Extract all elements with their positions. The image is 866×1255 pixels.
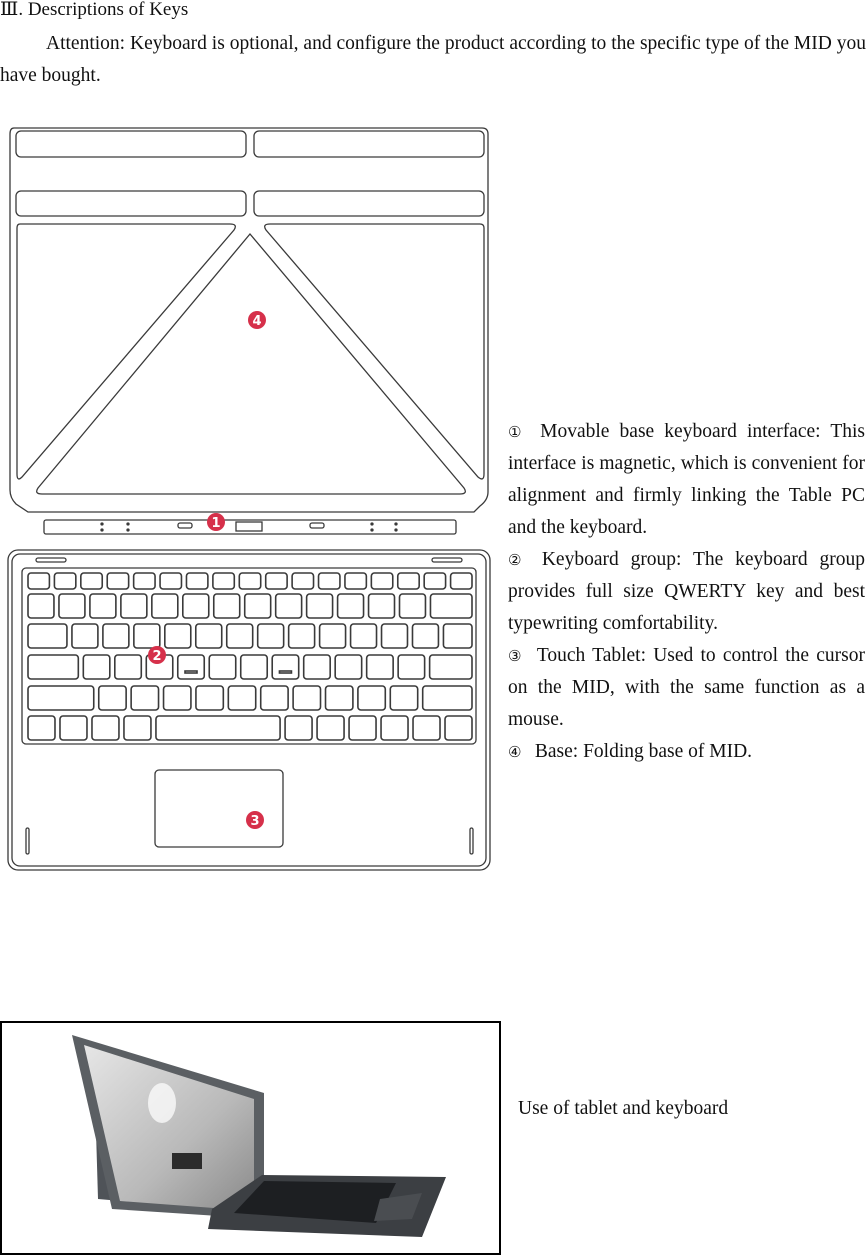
keyboard-key (443, 624, 472, 648)
keyboard-key (292, 573, 313, 589)
keyboard-key (413, 716, 440, 740)
keyboard-key (423, 686, 472, 710)
keyboard-key (99, 686, 126, 710)
keyboard-key (289, 624, 315, 648)
keyboard-key (424, 573, 445, 589)
base-panel (16, 191, 246, 216)
keyboard-key (307, 594, 333, 618)
keyboard-key (382, 624, 408, 648)
keyboard-key (160, 573, 181, 589)
keyboard-key (369, 594, 395, 618)
keyboard-key (28, 686, 94, 710)
keyboard-key (451, 573, 472, 589)
keyboard-key (165, 624, 191, 648)
attention-note: Attention: Keyboard is optional, and configure the product according to the specific type of the MID you have bought. (0, 33, 866, 86)
keyboard-key (266, 573, 287, 589)
tablet-keyboard-photo (2, 1023, 499, 1253)
keyboard-key (345, 573, 366, 589)
keyboard-key (276, 594, 302, 618)
keyboard-key (152, 594, 178, 618)
keyboard-key (54, 573, 75, 589)
keyboard-key (131, 686, 158, 710)
key-locator-bump (185, 671, 197, 673)
keyboard-key (28, 594, 54, 618)
base-panel (254, 131, 484, 157)
keyboard-key (227, 624, 253, 648)
description-item (508, 736, 865, 768)
keyboard-key (285, 716, 312, 740)
keyboard-key (178, 655, 204, 679)
keyboard-key (398, 655, 424, 679)
keyboard-key (445, 716, 472, 740)
base-panel (254, 191, 484, 216)
keyboard-key (239, 573, 260, 589)
photo-caption: Use of tablet and keyboard (518, 1098, 729, 1119)
keyboard-key (196, 686, 223, 710)
screen-widget (172, 1153, 202, 1169)
keyboard-key (371, 573, 392, 589)
keyboard-key (83, 655, 109, 679)
description-mark: ② (508, 551, 522, 569)
keyboard-key (367, 655, 393, 679)
keyboard-key (28, 573, 49, 589)
keyboard-key (59, 594, 85, 618)
keyboard-key (245, 594, 271, 618)
keyboard-key (326, 686, 353, 710)
description-item (508, 544, 865, 640)
keyboard-key (214, 594, 240, 618)
keyboard-key (209, 655, 235, 679)
keyboard-key (213, 573, 234, 589)
keyboard-key (304, 655, 330, 679)
keyboard-key (28, 655, 78, 679)
keyboard-key (335, 655, 361, 679)
keyboard-key (390, 686, 417, 710)
keyboard-key (28, 716, 55, 740)
keyboard-key (351, 624, 377, 648)
keyboard-key (107, 573, 128, 589)
keyboard-key (293, 686, 320, 710)
keyboard-key (196, 624, 222, 648)
description-item (508, 416, 865, 544)
keyboard-key (349, 716, 376, 740)
keyboard-key (103, 624, 129, 648)
description-mark: ④ (508, 743, 522, 761)
keyboard-key (381, 716, 408, 740)
keyboard-key (72, 624, 98, 648)
keyboard-key (430, 594, 472, 618)
keyboard-key (90, 594, 116, 618)
keyboard-key (60, 716, 87, 740)
touch-pad (155, 770, 283, 847)
keyboard-key (358, 686, 385, 710)
description-text: Base: Folding base of MID. (534, 741, 753, 762)
keyboard-key (156, 716, 280, 740)
keyboard-key (183, 594, 209, 618)
keyboard-key (124, 716, 151, 740)
keyboard-key (398, 573, 419, 589)
keyboard-key (164, 686, 191, 710)
keyboard-key (81, 573, 102, 589)
key-locator-bump (279, 671, 291, 673)
base-fold-left (17, 224, 235, 479)
base-fold-right (265, 224, 484, 479)
keyboard-key (317, 716, 344, 740)
keyboard-key (261, 686, 288, 710)
keyboard-key (134, 624, 160, 648)
description-item (508, 640, 865, 736)
callout-label-2: 2 (152, 649, 162, 664)
keyboard-key (338, 594, 364, 618)
section-heading: Ⅲ. Descriptions of Keys (0, 0, 189, 20)
keyboard-key (28, 624, 67, 648)
description-text: Movable base keyboard interface: This interface is magnetic, which is convenient for alignment and firmly linking the Table PC and the keyboard. (508, 421, 865, 538)
keyboard-key (258, 624, 284, 648)
product-photo-frame (0, 1021, 501, 1255)
description-mark: ③ (508, 647, 522, 665)
keyboard-key (241, 655, 267, 679)
keyboard-diagram (6, 122, 492, 874)
callout-label-3: 3 (250, 814, 260, 829)
keyboard-key (400, 594, 426, 618)
keyboard-key (92, 716, 119, 740)
description-text: Touch Tablet: Used to control the cursor on the MID, with the same function as a mouse. (508, 645, 865, 730)
keyboard-key (121, 594, 147, 618)
keyboard-key (412, 624, 438, 648)
keyboard-key (134, 573, 155, 589)
keyboard-key (115, 655, 141, 679)
keyboard-key (228, 686, 255, 710)
callout-label-1: 1 (211, 516, 221, 531)
keyboard-key (186, 573, 207, 589)
description-text: Keyboard group: The keyboard group provides full size QWERTY key and best typewriting comfortability. (508, 549, 866, 634)
keyboard-key (320, 624, 346, 648)
base-panel (16, 131, 246, 157)
callout-label-4: 4 (252, 314, 262, 329)
keyboard-key (272, 655, 298, 679)
keyboard-key (430, 655, 472, 679)
description-mark: ① (508, 423, 522, 441)
key-descriptions (508, 416, 865, 768)
base-fold-center (37, 234, 466, 494)
keyboard-key (319, 573, 340, 589)
